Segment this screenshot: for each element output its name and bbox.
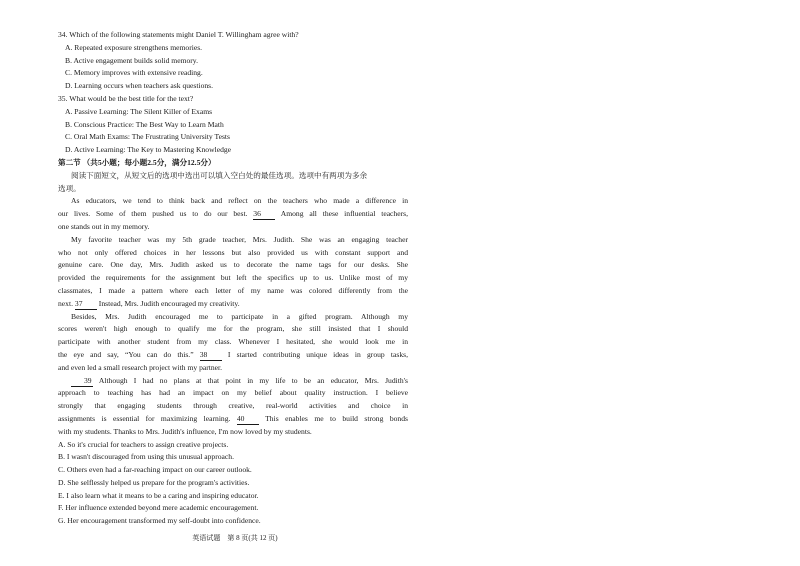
choice-e: E. I also learn what it means to be a caring and inspiring educator. [58,490,259,500]
q35-option-c: C. Oral Math Exams: The Frustrating University Tests [65,132,230,142]
choice-a: A. So it's crucial for teachers to assign creative projects. [58,439,229,449]
passage-p1-line [58,208,408,221]
passage-p2-line: My favorite teacher was my 5th grade teacher, Mrs. Judith. She was an engaging teacher [71,234,408,244]
page-column [58,29,413,528]
passage-p4-line: approach to teaching has had an impact on my belief about quality instruction. I believe [58,388,408,398]
passage-p4-line: with my students. Thanks to Mrs. Judith's influence, I'm now loved by my students. [58,426,312,436]
choice-d: D. She selflessly helped us prepare for the program's activities. [58,477,250,487]
passage-text: Among all these influential teachers, [280,209,408,219]
passage-text: I started contributing unique ideas in group tasks, [227,349,408,359]
blank-40: 40 [237,414,259,425]
choice-c: C. Others even had a far-reaching impact on our career outlook. [58,465,252,475]
section-2-instructions: 阅读下面短文，从短文后的选项中选出可以填入空白处的最佳选项。选项中有两项为多余 [71,170,368,180]
q34-option-a: A. Repeated exposure strengthens memories. [65,42,203,52]
choice-g: G. Her encouragement transformed my self-doubt into confidence. [58,516,261,526]
passage-p4-line: strongly that engaging students through creative, real-world activities and choice in [58,401,408,411]
question-35-stem: 35. What would be the best title for the text? [58,93,194,103]
passage-p3-line [58,349,408,362]
choice-f: F. Her influence extended beyond mere academic encouragement. [58,503,259,513]
passage-text: assignments is essential for maximizing learning. [58,413,231,423]
q34-option-c: C. Memory improves with extensive reading. [65,68,203,78]
q34-option-d: D. Learning occurs when teachers ask questions. [65,81,214,91]
q35-option-b: B. Conscious Practice: The Best Way to Learn Math [65,119,224,129]
section-2-instructions-cont: 选项。 [58,183,81,193]
passage-p3-line: scores weren't high enough to qualify me for the program, she still insisted that I should [58,324,408,334]
q35-option-d: D. Active Learning: The Key to Mastering Knowledge [65,145,232,155]
q35-option-a: A. Passive Learning: The Silent Killer of Exams [65,106,213,116]
passage-p2-line: provided the requirements for the assignment but left the specifics up to us. Unlike most of my [58,273,408,283]
blank-37: 37 [75,299,97,310]
section-2-heading: 第二节 （共5小题；每小题2.5分，满分12.5分） [58,157,216,167]
blank-38: 38 [200,350,222,361]
blank-36: 36 [253,209,275,220]
question-34-stem: 34. Which of the following statements might Daniel T. Willingham agree with? [58,30,299,39]
passage-text: our lives. Some of them pushed us to do our best. [58,209,248,219]
passage-p2-line [58,298,408,311]
passage-p2-line: classmates, I made a pattern where each letter of my name was colored differently from the [58,285,408,295]
passage-p3-line: and even led a small research project with my partner. [58,362,223,372]
passage-text: the eye and say, “You can do this.” [58,349,194,359]
passage-p3-line: Besides, Mrs. Judith encouraged me to participate in a gifted program. Although my [71,311,408,321]
passage-text: Instead, Mrs. Judith encouraged my creativity. [98,298,240,308]
passage-text: This enables me to build strong bonds [265,413,408,423]
choice-b: B. I wasn't discouraged from using this unusual approach. [58,452,234,462]
passage-text: next. [58,298,73,308]
passage-text: Although I had no plans at that point in my life to be an educator, Mrs. Judith's [98,375,408,385]
passage-p2-line: who not only offered choices in her lessons but also provided us with constant support and [58,247,408,257]
q34-option-b: B. Active engagement builds solid memory. [65,55,199,65]
passage-p3-line: participate with another student from my class. Whenever I hesitated, she would look me in [58,337,408,347]
passage-p4-line [58,413,408,426]
passage-p1-line: As educators, we tend to think back and reflect on the teachers who made a difference in [71,196,408,206]
passage-p2-line: genuine care. One day, Mrs. Judith asked us to decorate the name tags for our desks. She [58,260,408,270]
page-footer: 英语试题 第 8 页(共 12 页) [192,534,278,542]
passage-p4-line [58,375,408,388]
blank-39: 39 [71,376,93,387]
passage-p1-line: one stands out in my memory. [58,221,150,231]
